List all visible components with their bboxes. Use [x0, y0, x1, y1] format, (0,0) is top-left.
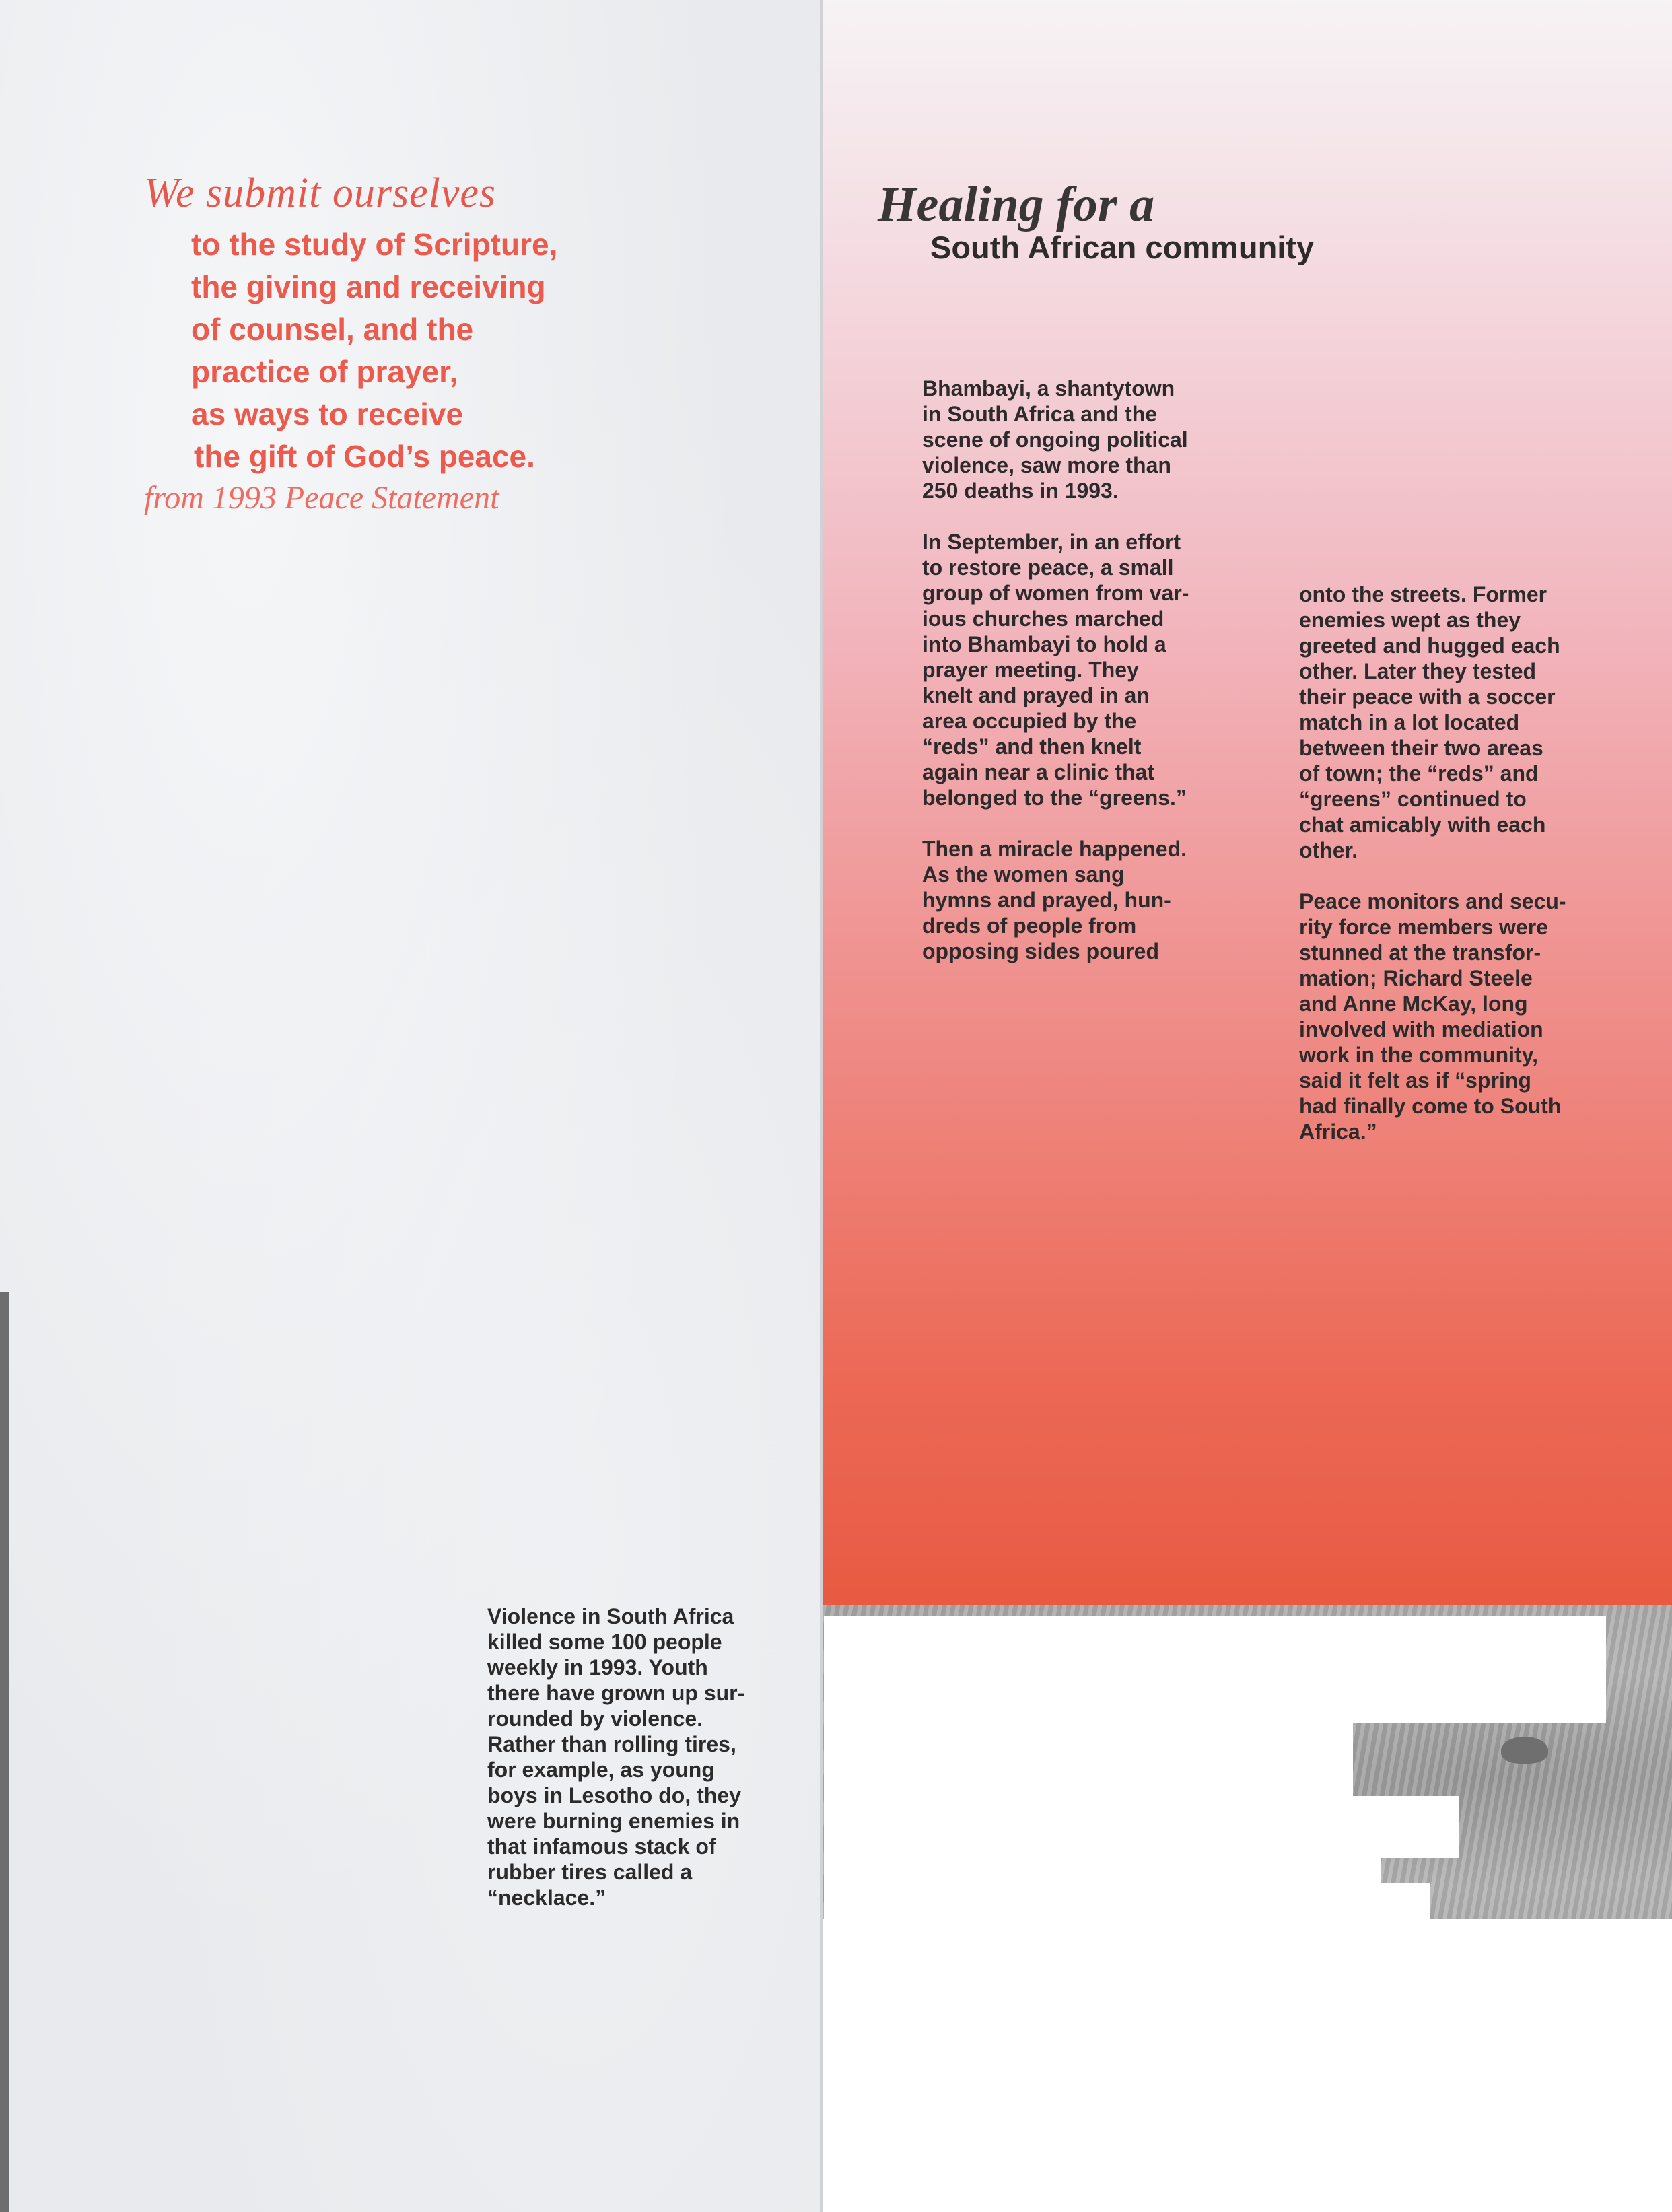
paragraph — [922, 529, 1259, 810]
text-line: scene of ongoing political — [922, 427, 1188, 452]
text-line: rity force members were — [1299, 915, 1548, 939]
text-line: stunned at the transfor- — [1299, 940, 1541, 965]
text-line: mation; Richard Steele — [1299, 966, 1533, 990]
text-line: As the women sang — [922, 862, 1125, 887]
pull-quote-source: from 1993 Peace Statement — [144, 480, 499, 516]
paragraph — [1299, 582, 1636, 863]
photo-mask — [824, 1796, 1459, 1858]
photo-rock — [1501, 1737, 1548, 1764]
text-line: their peace with a soccer — [1299, 685, 1556, 709]
text-line: of town; the “reds” and — [1299, 761, 1539, 786]
pull-quote-lead: We submit ourselves — [144, 170, 496, 216]
text-line: hymns and prayed, hun- — [922, 888, 1171, 912]
photo-mask — [824, 1616, 1606, 1723]
text-line: 250 deaths in 1993. — [922, 479, 1119, 503]
pull-quote-line: of counsel, and the — [191, 312, 474, 347]
pull-quote-line: as ways to receive — [191, 396, 464, 431]
text-line: had finally come to South — [1299, 1094, 1562, 1118]
text-line: again near a clinic that — [922, 760, 1154, 784]
text-line: opposing sides poured — [922, 939, 1160, 963]
paragraph — [922, 376, 1259, 504]
text-line: Bhambayi, a shantytown — [922, 376, 1175, 401]
text-line: killed some 100 people — [487, 1630, 722, 1654]
text-line: between their two areas — [1299, 736, 1543, 760]
text-line: rubber tires called a — [487, 1860, 693, 1884]
text-line: Then a miracle happened. — [922, 837, 1187, 861]
text-line: Rather than rolling tires, — [487, 1732, 736, 1756]
text-line: Africa.” — [1299, 1119, 1377, 1144]
text-line: that infamous stack of — [487, 1834, 716, 1859]
text-line: chat amicably with each — [1299, 813, 1546, 837]
text-line: group of women from var- — [922, 581, 1189, 605]
text-line: knelt and prayed in an — [922, 683, 1150, 707]
text-line: Peace monitors and secu- — [1299, 889, 1566, 913]
text-line: belonged to the “greens.” — [922, 786, 1187, 810]
text-line: boys in Lesotho do, they — [487, 1783, 741, 1807]
text-line: area occupied by the — [922, 709, 1137, 733]
text-line: prayer meeting. They — [922, 658, 1139, 682]
text-line: weekly in 1993. Youth — [487, 1655, 708, 1680]
text-line: rounded by violence. — [487, 1706, 703, 1731]
text-line: were burning enemies in — [487, 1809, 740, 1833]
text-line: greeted and hugged each — [1299, 633, 1560, 658]
text-line: Violence in South Africa — [487, 1604, 734, 1628]
article-heading: South African community — [930, 230, 1315, 265]
text-line: “reds” and then knelt — [922, 734, 1142, 759]
text-line: ious churches marched — [922, 607, 1164, 631]
text-line: said it felt as if “spring — [1299, 1068, 1531, 1093]
text-line: onto the streets. Former — [1299, 582, 1547, 607]
text-line: work in the community, — [1299, 1043, 1538, 1067]
paragraph — [922, 836, 1259, 964]
text-line: there have grown up sur- — [487, 1681, 745, 1705]
article-heading-script: Healing for a — [878, 177, 1155, 232]
text-line: “necklace.” — [487, 1886, 606, 1910]
article-column-2 — [1299, 582, 1636, 1144]
pull-quote-line: practice of prayer, — [191, 354, 458, 389]
photo-mask — [824, 1883, 1430, 1919]
text-line: into Bhambayi to hold a — [922, 632, 1166, 656]
photo-caption — [487, 1603, 783, 1910]
text-line: match in a lot located — [1299, 710, 1520, 734]
photo-mask — [824, 1857, 1381, 1885]
text-line: for example, as young — [487, 1758, 715, 1782]
text-line: enemies wept as they — [1299, 608, 1521, 632]
pull-quote-line: to the study of Scripture, — [191, 227, 558, 262]
text-line: in South Africa and the — [922, 402, 1158, 426]
pull-quote-line: the gift of God’s peace. — [194, 439, 535, 474]
text-line: dreds of people from — [922, 913, 1137, 938]
article-column-1 — [922, 376, 1259, 964]
text-line: to restore peace, a small — [922, 555, 1174, 580]
photo-mask — [824, 1722, 1353, 1797]
text-line: involved with mediation — [1299, 1017, 1543, 1041]
paragraph — [1299, 889, 1636, 1144]
text-line: In September, in an effort — [922, 530, 1181, 554]
text-line: and Anne McKay, long — [1299, 992, 1528, 1016]
pull-quote-body — [191, 223, 557, 478]
pull-quote-line: the giving and receiving — [191, 269, 546, 304]
scan-edge-strip — [0, 1292, 9, 2212]
text-line: other. — [1299, 838, 1358, 862]
text-line: violence, saw more than — [922, 453, 1171, 477]
blank-area — [823, 1919, 1672, 2212]
text-line: “greens” continued to — [1299, 787, 1527, 811]
paragraph — [487, 1603, 783, 1910]
text-line: other. Later they tested — [1299, 659, 1537, 683]
